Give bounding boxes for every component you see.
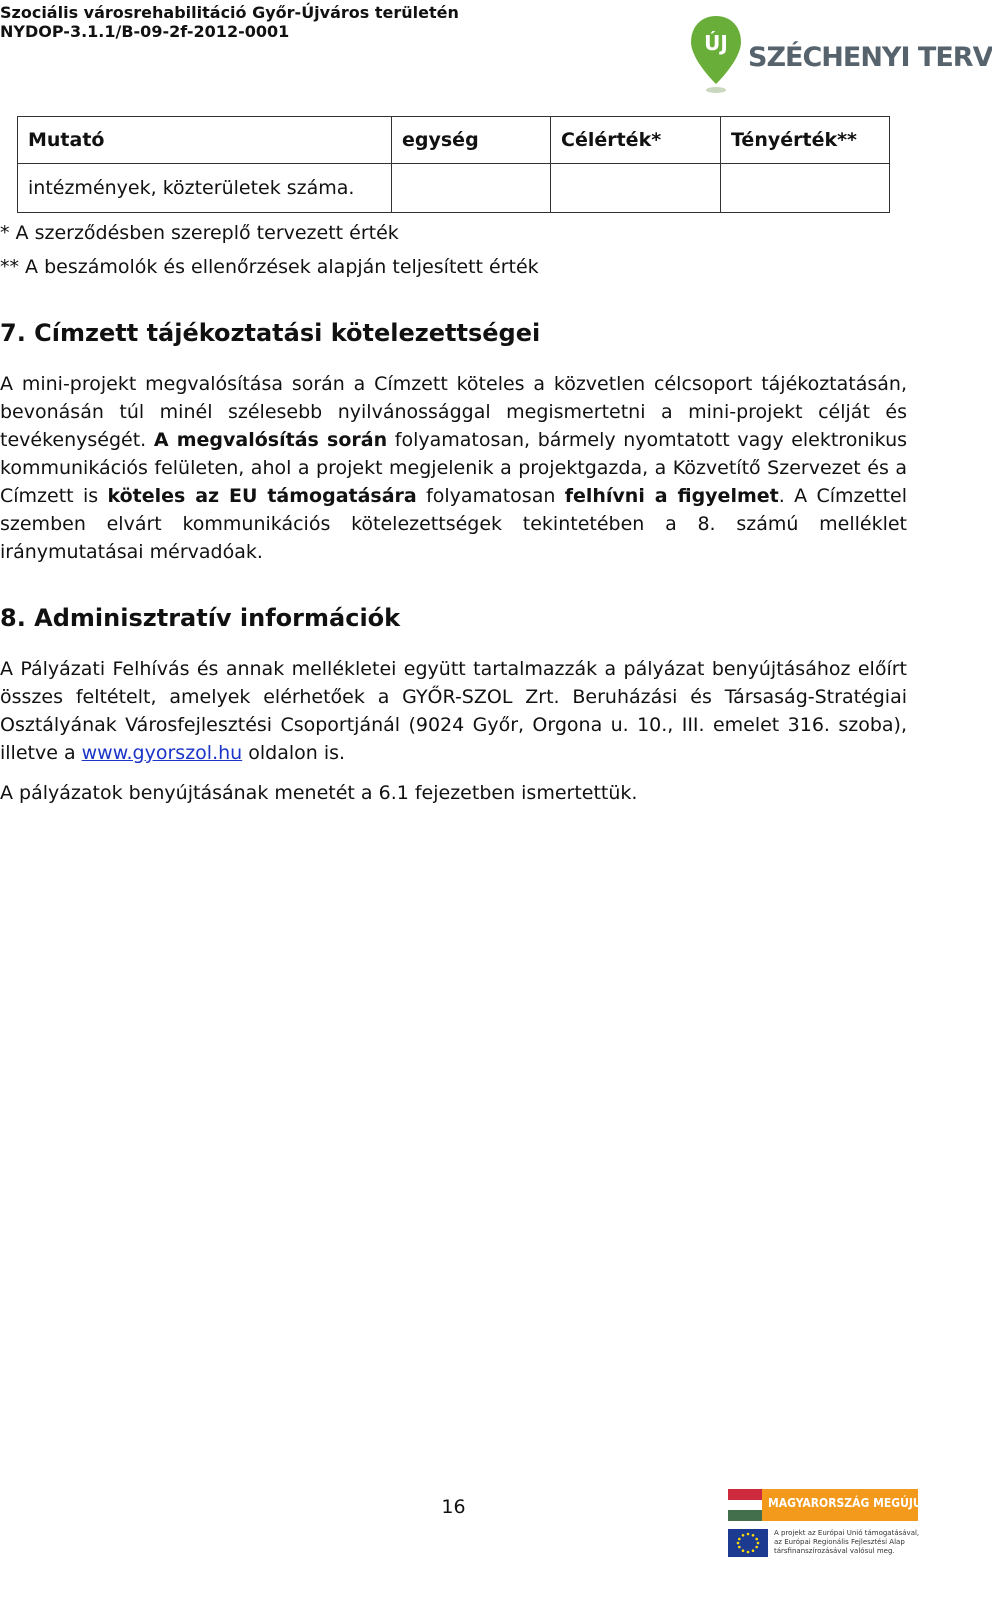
page-number: 16 <box>441 1496 466 1518</box>
eu-support-text <box>774 1529 919 1556</box>
table-cell <box>551 164 721 213</box>
indicator-table <box>17 116 890 213</box>
bold-run: A megvalósítás során <box>153 429 388 451</box>
table-cell <box>721 164 890 213</box>
document-title: Szociális városrehabilitáció Győr-Újváros területén <box>0 3 459 22</box>
bold-run: köteles az EU támogatására <box>107 485 417 507</box>
hungarian-flag-icon <box>728 1489 762 1521</box>
section-8-paragraph <box>0 655 907 767</box>
document-reference: NYDOP-3.1.1/B-09-2f-2012-0001 <box>0 22 290 41</box>
eu-text-line: A projekt az Európai Unió támogatásával, <box>774 1529 920 1537</box>
footnote-planned: * A szerződésben szereplő tervezett érték <box>0 222 399 244</box>
text-run: oldalon is. <box>242 742 346 764</box>
section-8-paragraph-2: A pályázatok benyújtásának menetét a 6.1 fejezetben ismertettük. <box>0 782 638 804</box>
szechenyi-terv-logo <box>688 14 992 100</box>
page-header <box>0 0 992 100</box>
eu-text-line: társfinanszírozásával valósul meg. <box>774 1547 895 1555</box>
gyorszol-link[interactable]: www.gyorszol.hu <box>81 742 243 764</box>
section-8-heading: 8. Adminisztratív információk <box>0 604 401 632</box>
text-run: A mini-projekt megvalósítása során a Címzett köteles a közvetlen célcsoport tájékoztatásán, bevonásán túl minél szélesebb nyilvánossággal megismertetni a mini-projekt célját és tevékenységét. <box>0 373 907 451</box>
table-cell: intézmények, közterületek száma. <box>18 164 392 213</box>
eu-text-line: az Európai Regionális Fejlesztési Alap <box>774 1538 905 1546</box>
logo-band-text: MAGYARORSZÁG MEGÚJUL <box>768 1496 929 1510</box>
text-run: . A Címzettel szemben elvárt kommunikációs kötelezettségek tekintetében a 8. számú melléklet iránymutatásai mérvadóak. <box>0 485 908 563</box>
table-header-row <box>18 117 890 164</box>
eu-flag-icon <box>728 1529 768 1557</box>
logo-pin-icon <box>688 14 744 96</box>
header-cell-egyseg: egység <box>392 117 551 164</box>
section-7-paragraph <box>0 370 907 566</box>
section-7-heading: 7. Címzett tájékoztatási kötelezettségei <box>0 319 541 347</box>
text-run: A Pályázati Felhívás és annak mellékletei együtt tartalmazzák a pályázat benyújtásához előírt összes feltételt, amelyek elérhetőek a GYŐR-SZOL Zrt. Beruházási és Társaság-Stratégiai Osztályának Városfejlesztési Csoportjánál (9024 Győr, Orgona u. 10., III. emelet 316. szoba), illetve a <box>0 658 907 764</box>
header-cell-mutato: Mutató <box>18 117 392 164</box>
footnote-actual: ** A beszámolók és ellenőrzések alapján teljesített érték <box>0 256 539 278</box>
magyarorszag-megujul-logo <box>728 1489 929 1599</box>
table-cell <box>392 164 551 213</box>
header-cell-tenyertek: Tényérték** <box>721 117 890 164</box>
logo-uj-text: ÚJ <box>704 31 728 55</box>
table-row <box>18 164 890 213</box>
text-run: folyamatosan <box>416 485 565 507</box>
logo-text: SZÉCHENYI TERV <box>748 42 992 73</box>
header-cell-celertek: Célérték* <box>551 117 721 164</box>
text-run: folyamatosan, bármely nyomtatott vagy elektronikus kommunikációs felületen, ahol a projekt megjelenik a projektgazda, a Közvetítő Szervezet és a Címzett is <box>0 429 908 507</box>
bold-run: felhívni a figyelmet <box>564 485 779 507</box>
